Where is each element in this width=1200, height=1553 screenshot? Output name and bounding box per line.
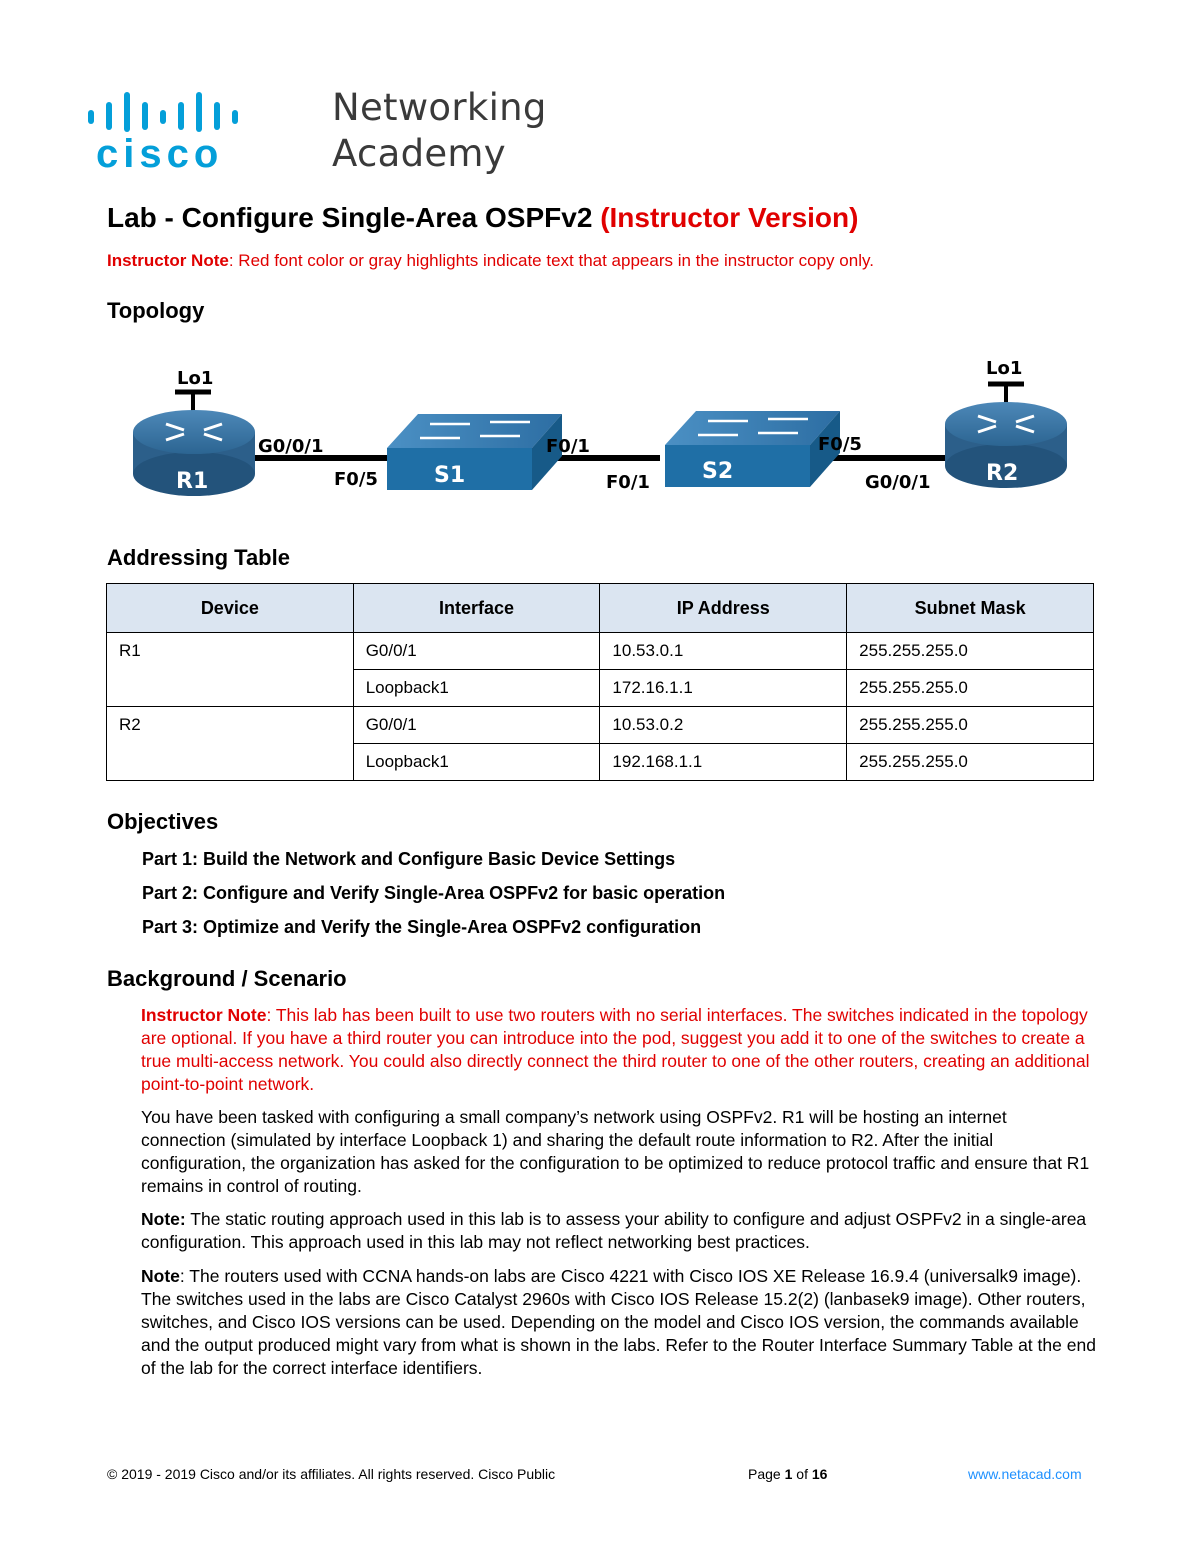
- note-text: The static routing approach used in this lab is to assess your ability to configure and adjust OSPFv2 in a single-area configuration. This approach used in this lab may not reflect networking best practices.: [141, 1209, 1087, 1252]
- note-text: : The routers used with CCNA hands-on labs are Cisco 4221 with Cisco IOS XE Release 16.9.4 (universalk9 image). The switches used in the labs are Cisco Catalyst 2960s with Cisco IOS Release 15.2(2) (lanbasek9 image). Other routers, switches, and Cisco IOS versions can be used. Depending on the model and Cisco IOS version, the commands available and the output produced might vary from what is shown in the labs. Refer to the Router Interface Summary Table at the end of the lab for the correct interface identifiers.: [141, 1266, 1096, 1378]
- r1-label: R1: [176, 469, 209, 494]
- page-title: [107, 202, 858, 234]
- s1-right-interface-label: F0/1: [546, 436, 590, 457]
- s1-label: S1: [434, 463, 466, 488]
- r1-interface-label: G0/0/1: [258, 436, 324, 457]
- table-cell-device: R1: [107, 633, 354, 707]
- table-cell: 255.255.255.0: [847, 744, 1094, 781]
- table-cell: 10.53.0.2: [600, 707, 847, 744]
- objective-part-3: Part 3: Optimize and Verify the Single-Area OSPFv2 configuration: [142, 917, 702, 937]
- table-cell: 10.53.0.1: [600, 633, 847, 670]
- note-label: Note: [141, 1266, 180, 1286]
- instructor-note-text: : Red font color or gray highlights indicate text that appears in the instructor copy only.: [228, 251, 874, 270]
- table-cell: Loopback1: [353, 744, 600, 781]
- background-instructor-note: [141, 1004, 1096, 1096]
- table-cell: 255.255.255.0: [847, 707, 1094, 744]
- footer-page-number: [748, 1466, 827, 1482]
- table-cell: G0/0/1: [353, 633, 600, 670]
- logo-academy: Academy: [332, 132, 506, 175]
- r2-interface-label: G0/0/1: [865, 472, 931, 493]
- note-routers: [141, 1265, 1096, 1380]
- s2-right-interface-label: F0/5: [818, 434, 862, 455]
- table-cell: 192.168.1.1: [600, 744, 847, 781]
- table-cell: 172.16.1.1: [600, 670, 847, 707]
- objective-part-2: Part 2: Configure and Verify Single-Area OSPFv2 for basic operation: [142, 883, 726, 903]
- footer-copyright: © 2019 - 2019 Cisco and/or its affiliates. All rights reserved. Cisco Public: [107, 1466, 556, 1482]
- table-header: Device: [107, 584, 354, 633]
- footer-page-prefix: Page: [748, 1466, 785, 1482]
- r2-loopback-label: Lo1: [986, 358, 1023, 379]
- table-header: IP Address: [600, 584, 847, 633]
- table-header: Interface: [353, 584, 600, 633]
- background-instructor-note-label: Instructor Note: [141, 1005, 267, 1025]
- switch-s2-icon: [665, 411, 840, 487]
- background-heading: Background / Scenario: [107, 966, 347, 991]
- logo-networking: Networking: [332, 86, 547, 129]
- table-header: Subnet Mask: [847, 584, 1094, 633]
- topology-heading: Topology: [107, 298, 205, 323]
- note-static-routing: [141, 1208, 1096, 1254]
- footer-page-of: of: [792, 1466, 812, 1482]
- table-header-row: [107, 584, 1094, 633]
- table-cell: 255.255.255.0: [847, 633, 1094, 670]
- footer-page-current: 1: [784, 1466, 793, 1482]
- cisco-bars-icon: [82, 88, 252, 138]
- table-cell: Loopback1: [353, 670, 600, 707]
- title-version: (Instructor Version): [600, 202, 859, 233]
- addressing-heading: Addressing Table: [107, 545, 290, 570]
- table-cell-device: R2: [107, 707, 354, 781]
- addressing-table: [106, 583, 1094, 781]
- background-instructor-note-text: : This lab has been built to use two routers with no serial interfaces. The switches indicated in the topology are optional. If you have a third router you can introduce into the pod, suggest you add it to one of the switches to create a true multi-access network. You could also directly connect the third router to one of the other routers, creating an additional point-to-point network.: [141, 1005, 1090, 1094]
- objective-part-1: Part 1: Build the Network and Configure Basic Device Settings: [142, 849, 676, 869]
- footer-page-total: 16: [811, 1466, 828, 1482]
- table-cell: 255.255.255.0: [847, 670, 1094, 707]
- footer-url-link[interactable]: www.netacad.com: [968, 1466, 1082, 1482]
- table-row: [107, 707, 1094, 744]
- topology-diagram: [100, 350, 1110, 510]
- r1-loopback-label: Lo1: [177, 368, 214, 389]
- switch-s1-icon: [387, 414, 562, 490]
- title-main: Lab - Configure Single-Area OSPFv2: [107, 202, 593, 233]
- background-paragraph: You have been tasked with configuring a small company’s network using OSPFv2. R1 will be hosting an internet connection (simulated by interface Loopback 1) and sharing the default route information to R2. After the initial configuration, the organization has asked for the configuration to be optimized to reduce protocol traffic and ensure that R1 remains in control of routing.: [141, 1107, 1090, 1196]
- s1-left-interface-label: F0/5: [334, 469, 378, 490]
- logo-cisco-word: cisco: [96, 132, 224, 176]
- table-row: [107, 633, 1094, 670]
- objectives-heading: Objectives: [107, 809, 219, 834]
- instructor-note: [107, 251, 874, 271]
- r2-label: R2: [986, 461, 1019, 486]
- instructor-note-label: Instructor Note: [107, 251, 229, 270]
- s2-left-interface-label: F0/1: [606, 472, 650, 493]
- table-cell: G0/0/1: [353, 707, 600, 744]
- note-label: Note:: [141, 1209, 186, 1229]
- s2-label: S2: [702, 459, 734, 484]
